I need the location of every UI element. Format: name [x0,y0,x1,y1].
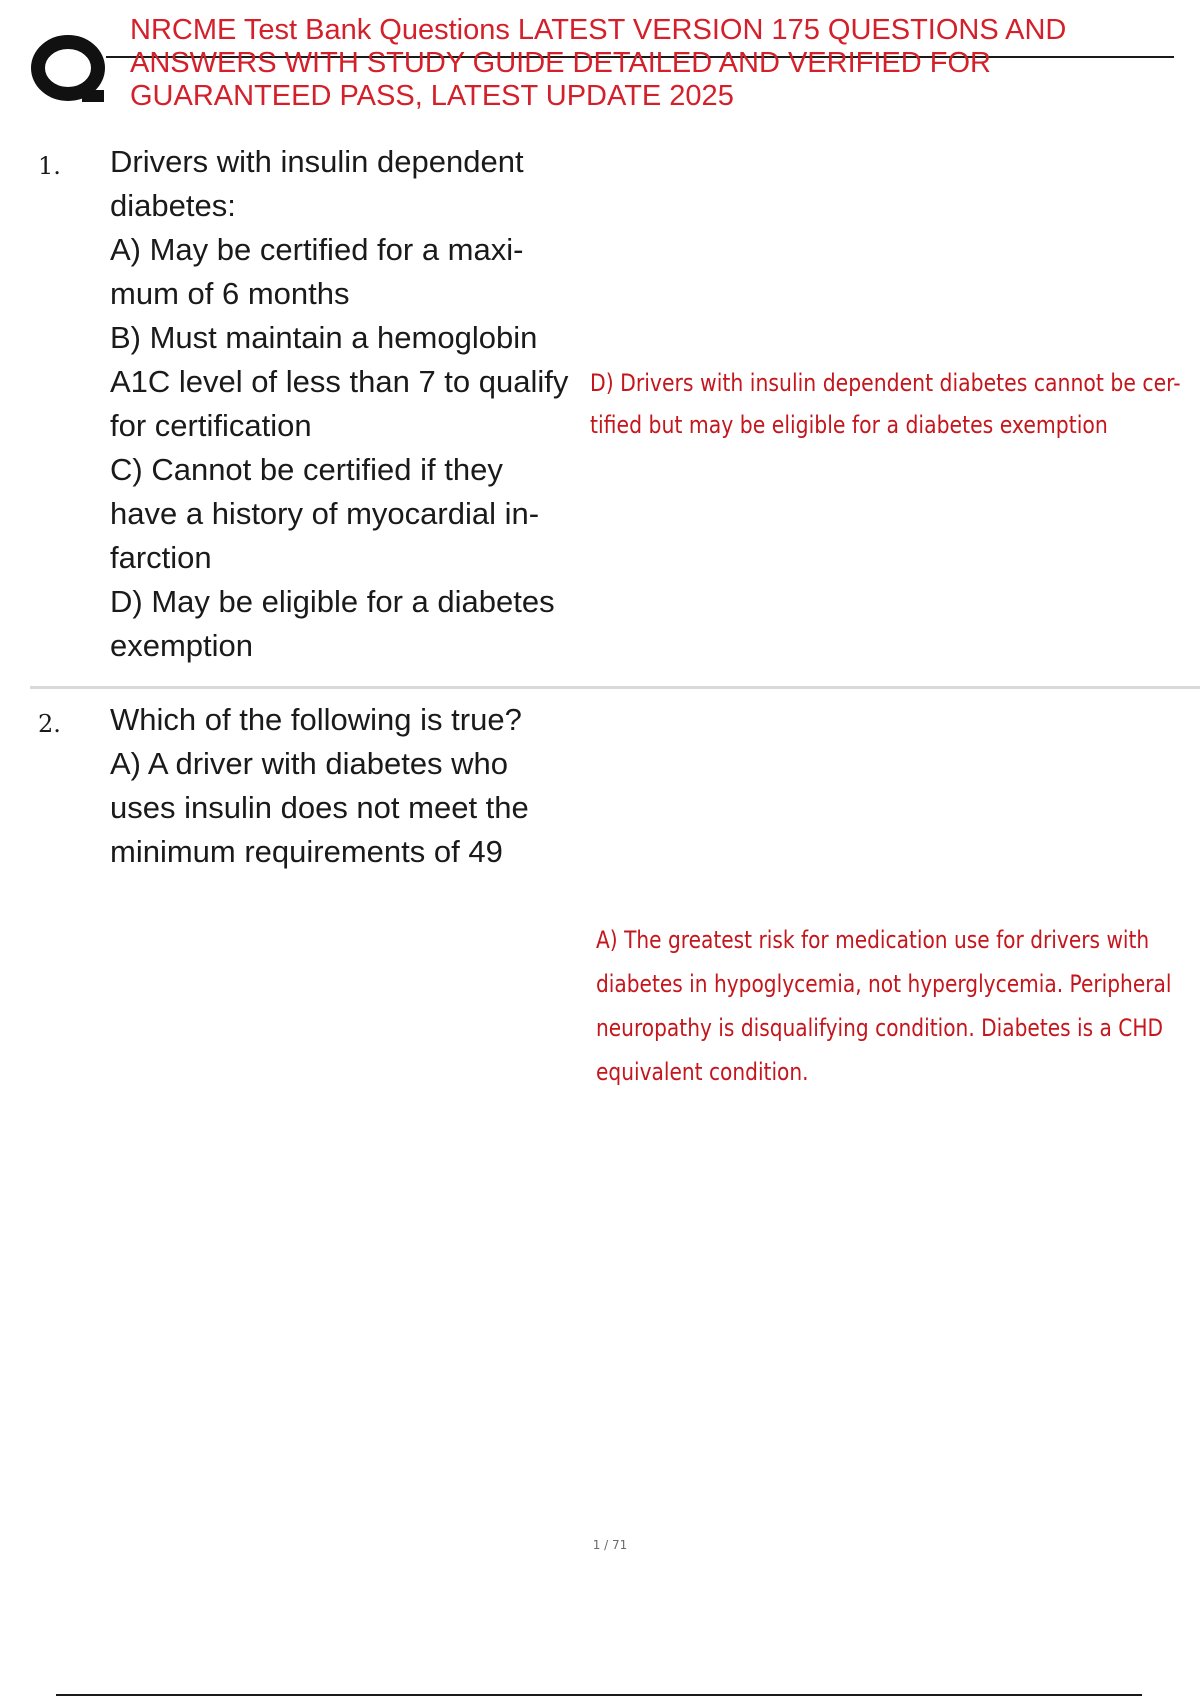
page-number: 1 / 71 [592,1538,628,1552]
question-line: diabetes: [110,188,236,223]
question-option-line: uses insulin does not meet the [110,790,529,825]
question-line: Drivers with insulin dependent [110,144,524,179]
answer-explanation [596,918,1171,1094]
question-line: Which of the following is true? [110,702,522,737]
answer-explanation [590,362,1181,446]
question-text [110,140,590,668]
question-number: 1. [38,152,61,180]
document-title: NRCME Test Bank Questions LATEST VERSION 175 QUESTIONS AND ANSWERS WITH STUDY GUIDE DETAILED AND VERIFIED FOR GUARANTEED PASS, LATEST UPDATE 2025 [130,14,1067,112]
answer-line: diabetes in hypoglycemia, not hyperglycemia. Peripheral [596,970,1172,998]
question-option-line: A1C level of less than 7 to qualify [110,364,569,399]
question-option-line: have a history of myocardial in- [110,496,540,531]
question-option-line: mum of 6 months [110,276,350,311]
question-option-line: C) Cannot be certified if they [110,452,503,487]
question-divider [30,686,1200,689]
answer-line: tified but may be eligible for a diabetes exemption [590,411,1108,439]
question-text [110,698,590,874]
question-option-line: minimum requirements of 49 [110,834,503,869]
answer-line: A) The greatest risk for medication use for drivers with [596,926,1150,954]
question-option-line: A) May be certified for a maxi- [110,232,524,267]
question-number: 2. [38,710,61,738]
answer-line: D) Drivers with insulin dependent diabetes cannot be cer- [590,369,1181,397]
q-logo-icon [30,30,110,110]
question-option-line: for certification [110,408,312,443]
document-header [0,0,1200,120]
answer-line: equivalent condition. [596,1058,809,1086]
question-option-line: D) May be eligible for a diabetes [110,584,555,619]
footer-rule [56,1694,1142,1696]
question-option-line: A) A driver with diabetes who [110,746,509,781]
answer-line: neuropathy is disqualifying condition. Diabetes is a CHD [596,1014,1164,1042]
question-option-line: farction [110,540,212,575]
question-option-line: exemption [110,628,254,663]
question-option-line: B) Must maintain a hemoglobin [110,320,538,355]
